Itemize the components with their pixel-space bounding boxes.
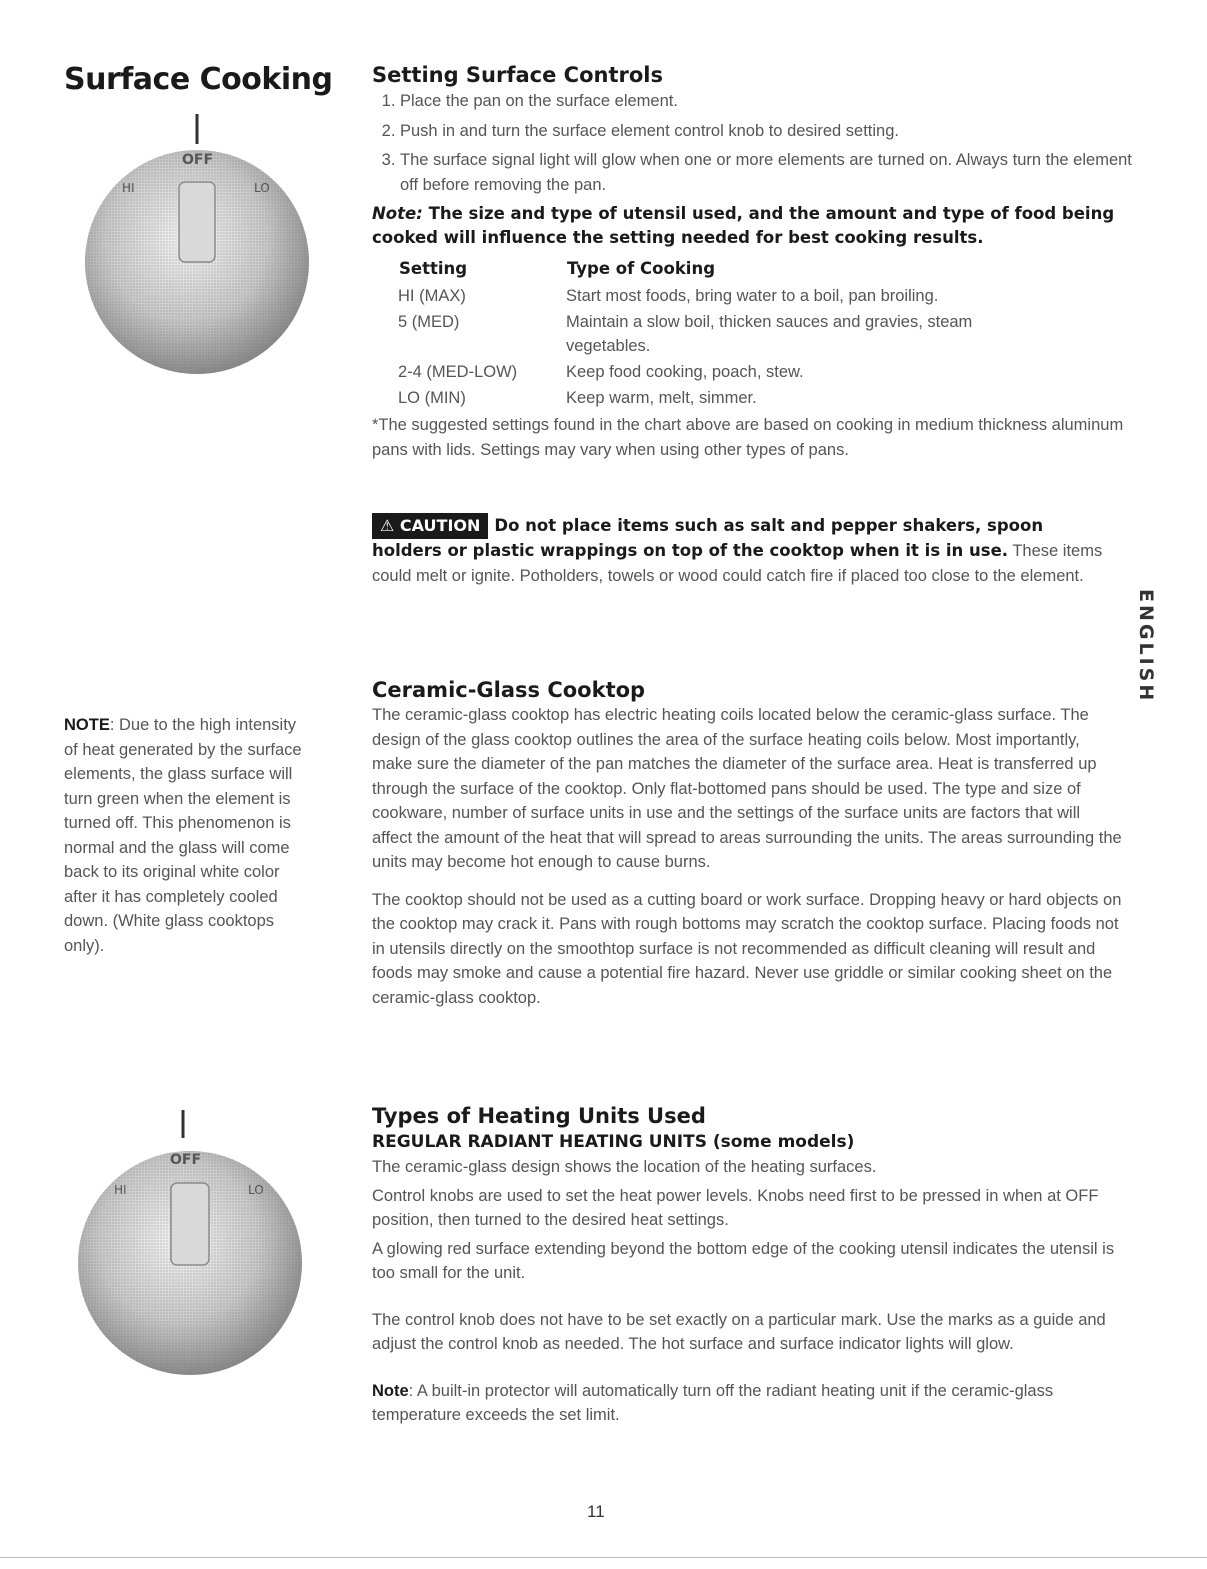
setting-note (372, 202, 1132, 250)
settings-cell-type: Maintain a slow boil, thicken sauces and gravies, steam vegetables. (566, 313, 973, 355)
setting-note-label: Note: (372, 204, 423, 223)
caution-text: These items could melt or ignite. Potholders, towels or wood could catch fire if placed too close to the element. (372, 542, 1103, 585)
settings-col-setting: Setting (399, 259, 468, 278)
heating-units-section (372, 1104, 1124, 1428)
settings-col-type: Type of Cooking (567, 259, 716, 278)
table-row (398, 283, 1058, 309)
warning-triangle-icon: ⚠ (380, 516, 395, 535)
caution-block (372, 513, 1112, 589)
setting-step: 1. Place the pan on the surface element. (400, 89, 1132, 114)
ceramic-para-2: The cooktop should not be used as a cutting board or work surface. Dropping heavy or hard objects on the cooktop may crack it. Pans with rough bottoms may scratch the cooktop surface. Placing foods not in utensils directly on the smoothtop surface is not recommended as difficult cleaning will result and foods may smoke and cause a potential fire hazard. Never use griddle or similar cooking sheet on the ceramic-glass cooktop. (372, 890, 1122, 1007)
settings-cell-setting: 5 (MED) (398, 313, 460, 331)
heating-units-subheading: REGULAR RADIANT HEATING UNITS (some models) (372, 1132, 855, 1152)
control-knob-bottom-icon (70, 1108, 310, 1378)
settings-cell-setting: 2-4 (MED-LOW) (398, 363, 518, 381)
heating-para-3: A glowing red surface extending beyond the bottom edge of the cooking utensil indicates the utensil is too small for the unit. (372, 1239, 1115, 1282)
side-note-label: NOTE (64, 716, 110, 734)
settings-cell-setting: HI (MAX) (398, 287, 466, 305)
setting-step: 2. Push in and turn the surface element control knob to desired setting. (400, 119, 1132, 144)
table-row (398, 309, 1058, 359)
setting-controls-section (372, 63, 1132, 462)
heating-para-2: Control knobs are used to set the heat power levels. Knobs need first to be pressed in when at OFF position, then turned to the desired heat settings. (372, 1186, 1099, 1229)
side-note (64, 713, 302, 958)
knob-top-lo-label: LO (254, 181, 270, 195)
heating-para-1: The ceramic-glass design shows the location of the heating surfaces. (372, 1158, 877, 1176)
control-knob-top-icon (82, 112, 312, 382)
heating-note-label: Note (372, 1381, 409, 1400)
settings-cell-type: Keep food cooking, poach, stew. (566, 363, 804, 381)
heating-note (372, 1379, 1124, 1428)
page-number: 11 (587, 1502, 605, 1521)
heating-note-text: : A built-in protector will automatically turn off the radiant heating unit if the ceramic-glass temperature exceeds the set limit. (372, 1381, 1054, 1424)
knob-top-hi-label: HI (122, 181, 135, 195)
caution-badge-label: CAUTION (399, 516, 481, 535)
knob-bottom-lo-label: LO (248, 1183, 264, 1197)
caution-bold-text: Do not place items such as salt and pepper shakers, spoon holders or plastic wrappings on top of the cooktop when it is in use. (372, 516, 1044, 560)
side-note-text: : Due to the high intensity of heat generated by the surface elements, the glass surface will turn green when the element is turned off. This phenomenon is normal and the glass will come back to its original white color after it has completely cooled down. (White glass cooktops only). (64, 716, 302, 955)
knob-bottom-hi-label: HI (114, 1183, 127, 1197)
table-row (398, 385, 1058, 411)
heating-para-4: The control knob does not have to be set exactly on a particular mark. Use the marks as a guide and adjust the control knob as needed. The hot surface and surface indicator lights will glow. (372, 1310, 1106, 1353)
knob-bottom-off-label: OFF (170, 1152, 202, 1168)
ceramic-heading: Ceramic-Glass Cooktop (372, 678, 646, 702)
settings-cell-type: Keep warm, melt, simmer. (566, 389, 757, 407)
bottom-rule (0, 1557, 1207, 1558)
ceramic-para-1: The ceramic-glass cooktop has electric heating coils located below the ceramic-glass surface. The design of the glass cooktop outlines the area of the surface heating coils below. Most importantly, make sure the diameter of the pan matches the diameter of the surface area. Heat is transferred up through the surface of the cooktop. Only flat-bottomed pans should be used. The type and size of cookware, number of surface units in use and the settings of the surface units are factors that will affect the amount of the heat that will spread to areas surrounding the units. The areas surrounding the units may become hot enough to cause burns. (372, 706, 1122, 871)
language-tab (1126, 589, 1166, 704)
settings-cell-setting: LO (MIN) (398, 389, 466, 407)
settings-cell-type: Start most foods, bring water to a boil, pan broiling. (566, 287, 939, 305)
setting-controls-heading: Setting Surface Controls (372, 63, 663, 87)
settings-footnote: *The suggested settings found in the chart above are based on cooking in medium thickness aluminum pans with lids. Settings may vary when using other types of pans. (372, 416, 1124, 459)
knob-top-off-label: OFF (182, 152, 214, 168)
caution-badge (372, 513, 488, 539)
setting-step: 3. The surface signal light will glow when one or more elements are turned on. Always turn the element off before removing the pan. (400, 148, 1132, 197)
settings-table (398, 256, 1058, 411)
ceramic-section (372, 678, 1124, 1010)
table-row (398, 359, 1058, 385)
page-title: Surface Cooking (64, 62, 333, 97)
setting-note-text: The size and type of utensil used, and the amount and type of food being cooked will influence the setting needed for best cooking results. (372, 204, 1115, 247)
language-tab-label: ENGLISH (1135, 589, 1157, 704)
setting-steps-list (372, 89, 1132, 197)
heating-units-heading: Types of Heating Units Used (372, 1104, 706, 1128)
